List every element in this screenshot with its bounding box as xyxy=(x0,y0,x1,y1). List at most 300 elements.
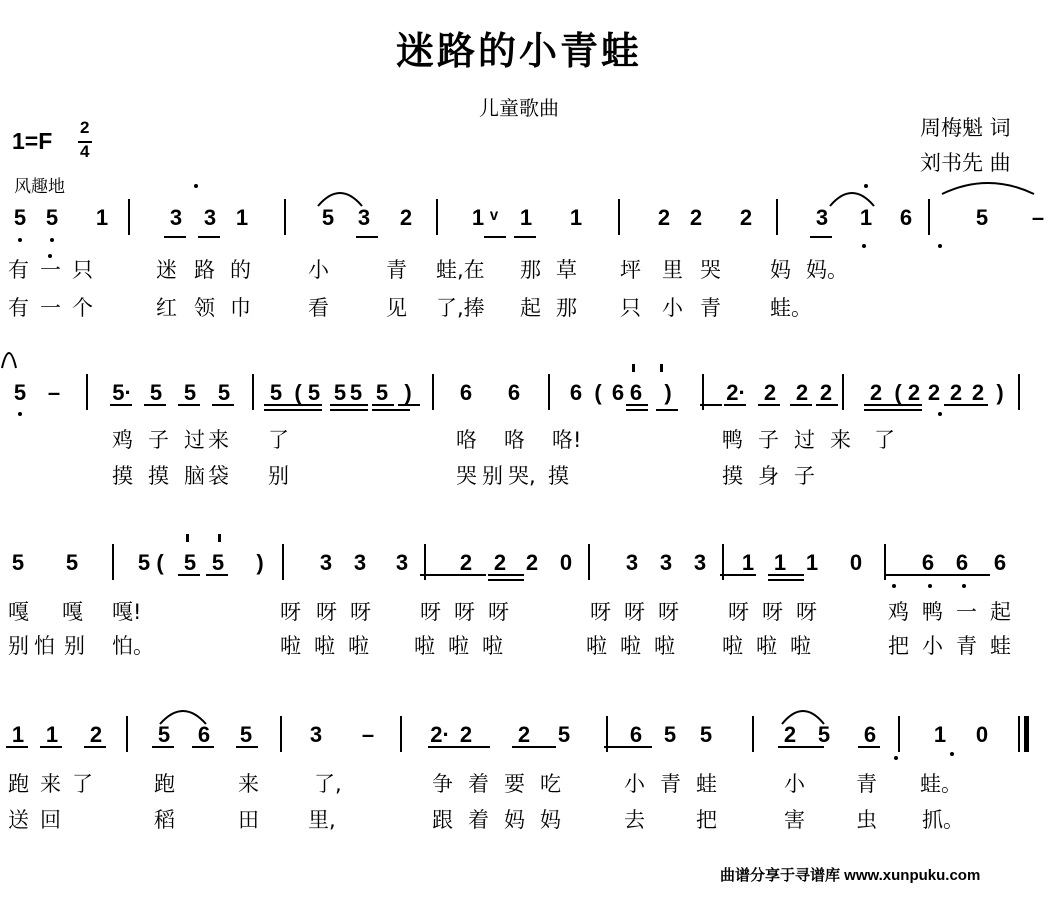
lyric-verse1: 子 xyxy=(148,428,169,452)
lyric-verse1: 里 xyxy=(662,258,683,282)
note: 5 xyxy=(699,722,713,747)
beam-line xyxy=(884,574,956,576)
lyric-verse2: 巾 xyxy=(230,296,251,320)
lyric-verse1: 嘎 xyxy=(62,600,83,624)
beam-line xyxy=(192,746,214,748)
lyric-verse2: 小 xyxy=(922,634,943,658)
lyric-verse1: 小 xyxy=(308,258,329,282)
lyric-verse2: 啦 xyxy=(482,634,503,658)
note: 2 xyxy=(459,550,473,575)
lyric-verse2: 妈 xyxy=(504,808,525,832)
note: 6 xyxy=(629,722,643,747)
note: 2· xyxy=(430,722,450,747)
paren: ( xyxy=(294,380,302,405)
note: 1 xyxy=(859,205,873,230)
note: 2 xyxy=(949,380,963,405)
lyric-verse1: 呀 xyxy=(762,600,783,624)
note: 2 xyxy=(459,722,473,747)
beam-line xyxy=(512,746,556,748)
dash-note: – xyxy=(1031,205,1045,230)
beam-line xyxy=(656,409,678,411)
note: 6 xyxy=(993,550,1007,575)
note: 0 xyxy=(559,550,573,575)
lyric-verse2: 一 xyxy=(40,296,61,320)
barline xyxy=(128,199,130,235)
note: 1 xyxy=(569,205,583,230)
lyric-verse1: 呀 xyxy=(590,600,611,624)
beam-line xyxy=(356,236,378,238)
lyric-verse1: 那 xyxy=(520,258,541,282)
beam-line xyxy=(110,404,132,406)
barline xyxy=(618,199,620,235)
note: 6 xyxy=(459,380,473,405)
beam-line xyxy=(198,236,220,238)
barline xyxy=(548,374,550,410)
octave-dot xyxy=(928,584,932,588)
note: 2 xyxy=(907,380,921,405)
lyric-verse2: 啦 xyxy=(314,634,335,658)
lyric-verse1: 吃 xyxy=(540,772,561,796)
note: 3 xyxy=(319,550,333,575)
lyric-verse1: 草 xyxy=(556,258,577,282)
lyric-verse2: 害 xyxy=(784,808,805,832)
song-genre: 儿童歌曲 xyxy=(479,96,559,120)
barline xyxy=(282,544,284,580)
dash-note: – xyxy=(361,722,375,747)
lyric-verse1: 呀 xyxy=(624,600,645,624)
note: 0 xyxy=(975,722,989,747)
lyric-verse1: 过 xyxy=(794,428,815,452)
final-barline xyxy=(1024,716,1029,752)
lyric-verse2: 虫 xyxy=(856,808,877,832)
beam-line xyxy=(178,574,200,576)
beam-line xyxy=(604,746,652,748)
note: 6 xyxy=(569,380,583,405)
lyric-verse2: 送 xyxy=(8,808,29,832)
lyric-verse2: 啦 xyxy=(414,634,435,658)
beam-line xyxy=(6,746,28,748)
lyric-verse1: 蛙,在 xyxy=(436,258,485,282)
beam-line xyxy=(626,409,648,411)
lyric-verse2: 领 xyxy=(194,296,215,320)
lyric-verse1: 蛙。 xyxy=(920,772,962,796)
lyric-verse2: 摸 xyxy=(548,464,569,488)
octave-dot xyxy=(938,412,942,416)
note: 2 xyxy=(869,380,883,405)
note: 3 xyxy=(169,205,183,230)
octave-dot xyxy=(18,238,22,242)
lyric-verse1: 青 xyxy=(386,258,407,282)
barline xyxy=(436,199,438,235)
beam-line xyxy=(40,746,62,748)
note: 5 xyxy=(975,205,989,230)
note: 1 xyxy=(45,722,59,747)
slur-arc xyxy=(940,182,1036,196)
note: 2 xyxy=(927,380,941,405)
lyric-verse2: 见 xyxy=(386,296,407,320)
lyric-verse2: 青 xyxy=(956,634,977,658)
octave-dot xyxy=(862,244,866,248)
note: 5 xyxy=(817,722,831,747)
note: 3 xyxy=(625,550,639,575)
lyric-verse1: 一 xyxy=(40,258,61,282)
beam-line xyxy=(790,404,812,406)
tempo-marking: 风趣地 xyxy=(14,177,65,197)
beam-line xyxy=(768,579,804,581)
lyric-verse2: 啦 xyxy=(756,634,777,658)
lyric-verse2: 啦 xyxy=(790,634,811,658)
lyric-verse1: 来 xyxy=(238,772,259,796)
lyric-verse2: 啦 xyxy=(654,634,675,658)
octave-dot xyxy=(962,584,966,588)
lyric-verse2: 蛙 xyxy=(990,634,1011,658)
lyric-verse1: 鸡 xyxy=(112,428,133,452)
beam-line xyxy=(720,574,756,576)
barline xyxy=(752,716,754,752)
beam-line xyxy=(144,404,166,406)
lyric-verse1: 来 xyxy=(208,428,229,452)
note: 5· xyxy=(112,380,132,405)
lyric-verse2: 啦 xyxy=(348,634,369,658)
note: 5 xyxy=(211,550,225,575)
beam-line xyxy=(346,404,368,406)
note: 2 xyxy=(657,205,671,230)
beam-line xyxy=(264,404,322,406)
slur-arc xyxy=(828,192,876,208)
lyric-verse2: 起 xyxy=(520,296,541,320)
lyric-verse1: 呀 xyxy=(350,600,371,624)
note: 5 xyxy=(333,380,347,405)
note: 2 xyxy=(739,205,753,230)
lyric-verse2: 怕 xyxy=(34,634,55,658)
beam-line xyxy=(724,404,746,406)
accent-tick xyxy=(186,534,189,542)
barline xyxy=(776,199,778,235)
lyric-verse1: 过 xyxy=(184,428,205,452)
note: ᵛ xyxy=(489,205,498,230)
note: 6 xyxy=(507,380,521,405)
note: 3 xyxy=(659,550,673,575)
note: 5 xyxy=(157,722,171,747)
lyric-verse1: 了, xyxy=(314,772,342,796)
lyric-verse2: 子 xyxy=(794,464,815,488)
time-signature-top: 2 xyxy=(80,118,90,137)
lyric-verse2: 啦 xyxy=(448,634,469,658)
lyric-verse1: 妈 xyxy=(770,258,791,282)
barline xyxy=(1018,374,1020,410)
beam-line xyxy=(206,574,228,576)
beam-line xyxy=(626,404,648,406)
note: 5 xyxy=(11,550,25,575)
lyric-verse2: 小 xyxy=(662,296,683,320)
lyric-verse2: 啦 xyxy=(620,634,641,658)
note: 5 xyxy=(239,722,253,747)
lyric-verse2: 摸 xyxy=(722,464,743,488)
note: 0 xyxy=(849,550,863,575)
slur-arc xyxy=(0,352,18,370)
octave-dot xyxy=(894,756,898,760)
lyric-verse2: 哭 xyxy=(456,464,477,488)
beam-line xyxy=(372,404,394,406)
lyric-verse1: 了 xyxy=(874,428,895,452)
lyric-verse1: 呀 xyxy=(488,600,509,624)
note: 5 xyxy=(557,722,571,747)
note: 3 xyxy=(309,722,323,747)
lyric-verse2: 有 xyxy=(8,296,29,320)
paren: ( xyxy=(894,380,902,405)
note: 5 xyxy=(183,380,197,405)
note: 1 xyxy=(235,205,249,230)
lyric-verse2: 个 xyxy=(72,296,93,320)
lyric-verse1: 鸭 xyxy=(922,600,943,624)
lyric-verse2: 回 xyxy=(40,808,61,832)
octave-dot xyxy=(950,752,954,756)
note: 6 xyxy=(899,205,913,230)
lyric-verse1: 子 xyxy=(758,428,779,452)
note: 1 xyxy=(11,722,25,747)
lyric-verse2: 摸 xyxy=(148,464,169,488)
lyric-verse2: 脑 xyxy=(184,464,205,488)
lyric-verse1: 争 xyxy=(432,772,453,796)
note: 2 xyxy=(89,722,103,747)
lyric-verse1: 跑 xyxy=(8,772,29,796)
octave-dot xyxy=(938,244,942,248)
slur-arc xyxy=(316,192,364,208)
lyricist-credit: 周梅魁 词 xyxy=(920,116,1011,140)
barline xyxy=(112,544,114,580)
lyric-verse1: 鸭 xyxy=(722,428,743,452)
lyric-verse1: 蛙 xyxy=(696,772,717,796)
lyric-verse2: 跟 xyxy=(432,808,453,832)
beam-line xyxy=(514,236,536,238)
beam-line xyxy=(488,579,524,581)
lyric-verse1: 小 xyxy=(624,772,645,796)
lyric-verse1: 小 xyxy=(784,772,805,796)
dash-note: – xyxy=(47,380,61,405)
lyric-verse1: 迷 xyxy=(156,258,177,282)
barline xyxy=(126,716,128,752)
barline xyxy=(1018,716,1020,752)
note: 5 xyxy=(45,205,59,230)
lyric-verse2: 着 xyxy=(468,808,489,832)
lyric-verse2: 身 xyxy=(758,464,779,488)
lyric-verse1: 来 xyxy=(40,772,61,796)
beam-line xyxy=(966,404,988,406)
note: 6 xyxy=(197,722,211,747)
slur-arc xyxy=(158,710,208,726)
note: 5 xyxy=(13,380,27,405)
beam-line xyxy=(84,746,106,748)
note: 2· xyxy=(726,380,746,405)
barline xyxy=(928,199,930,235)
beam-line xyxy=(886,404,908,406)
barline xyxy=(252,374,254,410)
note: 3 xyxy=(693,550,707,575)
beam-line xyxy=(778,746,824,748)
beam-line xyxy=(858,746,880,748)
paren: ) xyxy=(256,550,264,575)
note: 3 xyxy=(815,205,829,230)
lyric-verse1: 咯 xyxy=(456,428,477,452)
lyric-verse2: 啦 xyxy=(722,634,743,658)
octave-dot xyxy=(48,254,52,258)
note: 2 xyxy=(517,722,531,747)
accent-tick xyxy=(632,364,635,372)
lyric-verse1: 一 xyxy=(956,600,977,624)
note: 1 xyxy=(773,550,787,575)
note: 1 xyxy=(805,550,819,575)
octave-dot xyxy=(864,184,868,188)
lyric-verse2: 啦 xyxy=(280,634,301,658)
note: 5 xyxy=(149,380,163,405)
lyric-verse2: 摸 xyxy=(112,464,133,488)
paren: ) xyxy=(404,380,412,405)
note: 3 xyxy=(395,550,409,575)
beam-line xyxy=(330,409,368,411)
lyric-verse1: 呀 xyxy=(796,600,817,624)
lyric-verse1: 青 xyxy=(856,772,877,796)
note: 2 xyxy=(525,550,539,575)
lyric-verse2: 那 xyxy=(556,296,577,320)
lyric-verse2: 抓。 xyxy=(922,808,964,832)
note: 5 xyxy=(137,550,151,575)
lyric-verse2: 把 xyxy=(696,808,717,832)
octave-dot xyxy=(18,412,22,416)
lyric-verse2: 别 xyxy=(482,464,503,488)
note: 6 xyxy=(629,380,643,405)
lyric-verse2: 田 xyxy=(238,808,259,832)
lyric-verse2: 青 xyxy=(700,296,721,320)
accent-tick xyxy=(218,534,221,542)
beam-line xyxy=(456,574,478,576)
composer-credit: 刘书先 曲 xyxy=(920,151,1011,175)
note: 3 xyxy=(357,205,371,230)
note: 5 xyxy=(307,380,321,405)
lyric-verse1: 了 xyxy=(268,428,289,452)
lyric-verse2: 把 xyxy=(888,634,909,658)
note: 5 xyxy=(217,380,231,405)
note: 2 xyxy=(399,205,413,230)
lyric-verse1: 嘎! xyxy=(112,600,142,624)
note: 1 xyxy=(95,205,109,230)
note: 1 xyxy=(933,722,947,747)
barline xyxy=(842,374,844,410)
lyric-verse2: 别 xyxy=(268,464,289,488)
beam-line xyxy=(372,409,410,411)
lyric-verse1: 呀 xyxy=(658,600,679,624)
lyric-verse1: 哭 xyxy=(700,258,721,282)
lyric-verse1: 呀 xyxy=(420,600,441,624)
note: 1 xyxy=(741,550,755,575)
note: 6 xyxy=(863,722,877,747)
beam-line xyxy=(810,236,832,238)
beam-line xyxy=(950,574,990,576)
lyric-verse1: 咯! xyxy=(552,428,582,452)
paren: ( xyxy=(594,380,602,405)
octave-dot xyxy=(50,238,54,242)
lyric-verse2: 看 xyxy=(308,296,329,320)
beam-line xyxy=(452,746,474,748)
barline xyxy=(284,199,286,235)
octave-dot xyxy=(892,584,896,588)
lyric-verse1: 呀 xyxy=(454,600,475,624)
lyric-verse1: 有 xyxy=(8,258,29,282)
barline xyxy=(432,374,434,410)
lyric-verse2: 别 xyxy=(64,634,85,658)
note: 5 xyxy=(269,380,283,405)
lyric-verse1: 要 xyxy=(504,772,525,796)
beam-line xyxy=(488,574,524,576)
note: 2 xyxy=(763,380,777,405)
song-title: 迷路的小青蛙 xyxy=(395,29,642,73)
barline xyxy=(898,716,900,752)
accent-tick xyxy=(660,364,663,372)
beam-line xyxy=(264,409,322,411)
lyric-verse1: 起 xyxy=(990,600,1011,624)
beam-line xyxy=(768,574,804,576)
lyric-verse2: 妈 xyxy=(540,808,561,832)
beam-line xyxy=(398,404,420,406)
barline xyxy=(86,374,88,410)
paren: ) xyxy=(664,380,672,405)
slur-arc xyxy=(780,710,826,726)
lyric-verse1: 路 xyxy=(194,258,215,282)
lyric-verse1: 嘎 xyxy=(8,600,29,624)
note: 1 xyxy=(519,205,533,230)
octave-dot xyxy=(194,184,198,188)
lyric-verse1: 鸡 xyxy=(888,600,909,624)
lyric-verse1: 坪 xyxy=(620,258,641,282)
lyric-verse2: 袋 xyxy=(208,464,229,488)
lyric-verse1: 呀 xyxy=(280,600,301,624)
note: 2 xyxy=(819,380,833,405)
note: 2 xyxy=(971,380,985,405)
note: 1 xyxy=(471,205,485,230)
lyric-verse2: 蛙。 xyxy=(770,296,812,320)
lyric-verse1: 咯 xyxy=(504,428,525,452)
time-signature-bottom: 4 xyxy=(80,142,90,161)
beam-line xyxy=(758,404,780,406)
lyric-verse1: 只 xyxy=(72,258,93,282)
note: 3 xyxy=(203,205,217,230)
lyric-verse1: 了 xyxy=(72,772,93,796)
note: 2 xyxy=(783,722,797,747)
note: 5 xyxy=(375,380,389,405)
barline xyxy=(280,716,282,752)
lyric-verse1: 来 xyxy=(830,428,851,452)
beam-line xyxy=(164,236,186,238)
note: 5 xyxy=(321,205,335,230)
lyric-verse2: 只 xyxy=(620,296,641,320)
note: 6 xyxy=(921,550,935,575)
lyric-verse2: 怕。 xyxy=(112,634,154,658)
beam-line xyxy=(816,404,838,406)
key-signature: 1=F xyxy=(12,128,53,154)
lyric-verse1: 青 xyxy=(660,772,681,796)
lyric-verse2: 了,捧 xyxy=(436,296,485,320)
barline xyxy=(400,716,402,752)
lyric-verse2: 哭, xyxy=(508,464,536,488)
beam-line xyxy=(236,746,258,748)
lyric-verse1: 呀 xyxy=(728,600,749,624)
note: 5 xyxy=(349,380,363,405)
note: 6 xyxy=(611,380,625,405)
note: 3 xyxy=(353,550,367,575)
lyric-verse1: 跑 xyxy=(154,772,175,796)
beam-line xyxy=(700,404,722,406)
lyric-verse1: 的 xyxy=(230,258,251,282)
beam-line xyxy=(484,236,506,238)
